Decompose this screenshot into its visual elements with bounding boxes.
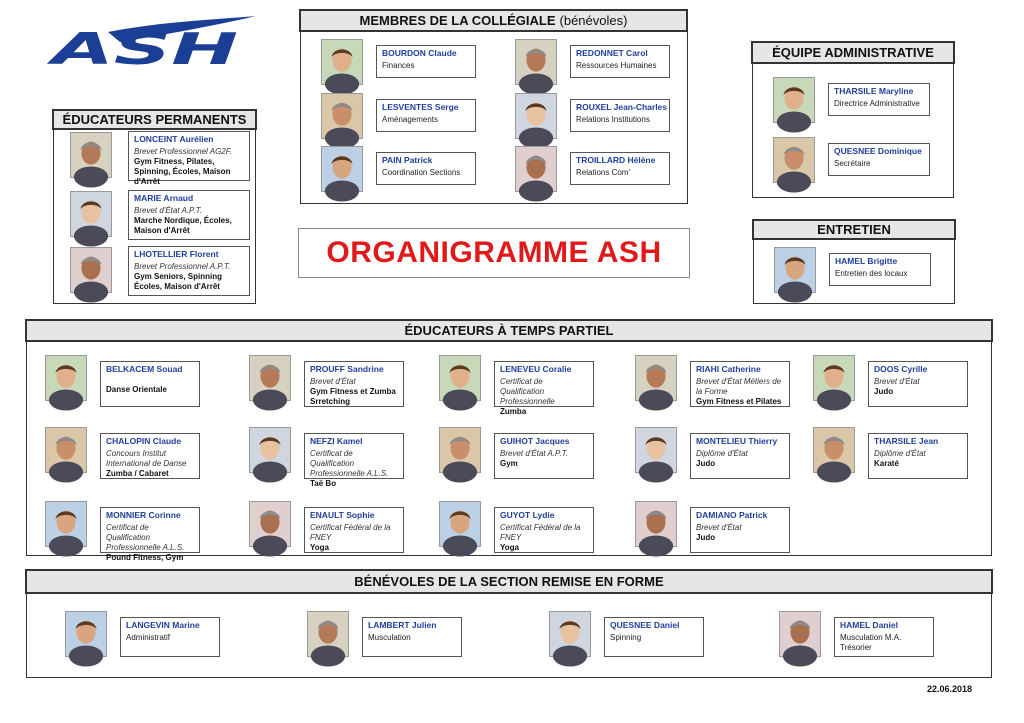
person-diploma: Brevet Professionnel AG2F. <box>134 147 232 156</box>
person-diploma: Certificat de Qualification Professionnelle <box>500 377 555 406</box>
person-name: PROUFF Sandrine <box>310 364 384 374</box>
person-name: MONNIER Corinne <box>106 510 181 520</box>
person-diploma: Brevet d'État A.P.T. <box>500 449 568 458</box>
person-role: Relations Com' <box>576 168 630 177</box>
main-title: ORGANIGRAMME ASH <box>298 228 690 278</box>
person-card <box>690 507 790 553</box>
person-card <box>868 361 968 407</box>
person-card <box>604 617 704 657</box>
person-card <box>128 131 250 186</box>
person-name: MONTELIEU Thierry <box>696 436 778 446</box>
person-photo <box>515 146 557 192</box>
person-discipline: Pound Fitness, Gym <box>106 553 184 562</box>
collegiale-title-text: MEMBRES DE LA COLLÉGIALE <box>359 13 556 28</box>
partiel-section <box>26 338 992 562</box>
person-photo <box>439 355 481 401</box>
entretien-title-text: ENTRETIEN <box>817 222 891 237</box>
person-photo <box>45 355 87 401</box>
person-name: DOOS Cyrille <box>874 364 928 374</box>
person-photo <box>773 137 815 183</box>
person-photo <box>45 427 87 473</box>
date-label: 22.06.2018 <box>926 684 972 694</box>
partiel-title <box>25 319 993 342</box>
person-name: REDONNET Carol <box>576 48 648 58</box>
person-discipline: Yoga <box>310 543 329 552</box>
person-name: LENEVEU Coralie <box>500 364 572 374</box>
person-role: Ressources Humaines <box>576 61 657 70</box>
person-name: ROUXEL Jean-Charles <box>576 102 668 112</box>
person-name: PAIN Patrick <box>382 155 433 165</box>
person-card <box>828 83 930 116</box>
person-card <box>362 617 462 657</box>
person-card <box>100 507 200 562</box>
person-discipline: Karaté <box>874 459 899 468</box>
person-photo <box>321 146 363 192</box>
person-discipline: Marche Nordique, Écoles, Maison d'Arrêt <box>134 216 232 235</box>
person-discipline: Gym Fitness et Zumba Srretching <box>310 387 396 406</box>
person-diploma: Brevet d'État A.P.T. <box>134 206 202 215</box>
person-card <box>834 617 934 657</box>
person-card <box>304 361 404 407</box>
person-discipline: Gym <box>500 459 518 468</box>
benevoles-title <box>25 569 993 594</box>
person-name: LESVENTES Serge <box>382 102 459 112</box>
person-diploma: Certificat de Qualification Professionnelle A.L.S. <box>310 449 389 478</box>
admin-title <box>751 41 955 64</box>
person-photo <box>773 77 815 123</box>
person-name: LAMBERT Julien <box>368 620 437 630</box>
person-discipline: Gym Fitness et Pilates <box>696 397 782 406</box>
person-discipline: Danse Orientale <box>106 385 167 394</box>
person-photo <box>249 427 291 473</box>
logo-text: ASH <box>46 24 238 75</box>
person-card <box>570 152 670 185</box>
person-card <box>494 361 594 416</box>
person-discipline: Gym Seniors, Spinning Écoles, Maison d'Arrêt <box>134 272 223 291</box>
person-photo <box>779 611 821 657</box>
person-photo <box>249 355 291 401</box>
ash-logo <box>46 12 258 75</box>
person-discipline: Zumba / Cabaret <box>106 469 169 478</box>
person-card <box>828 143 930 176</box>
person-name: BELKACEM Souad <box>106 364 183 374</box>
person-role: Directrice Administrative <box>834 99 920 108</box>
person-role: Secrétaire <box>834 159 871 168</box>
person-name: HAMEL Daniel <box>840 620 898 630</box>
person-diploma: Certificat de Qualification Professionnelle A.L.S. <box>106 523 185 552</box>
person-name: THARSILE Jean <box>874 436 939 446</box>
person-name: THARSILE Maryline <box>834 86 914 96</box>
person-card <box>100 433 200 479</box>
permanents-section <box>53 126 256 304</box>
entretien-section <box>753 236 955 304</box>
person-card <box>868 433 968 479</box>
person-role: Aménagements <box>382 115 439 124</box>
person-diploma: Concours Institut International de Danse <box>106 449 187 468</box>
person-diploma: Brevet d'État <box>696 523 742 532</box>
person-card <box>304 433 404 488</box>
person-card <box>494 433 594 479</box>
person-name: DAMIANO Patrick <box>696 510 768 520</box>
person-card <box>690 433 790 479</box>
person-name: QUESNEE Daniel <box>610 620 680 630</box>
person-card <box>570 45 670 78</box>
person-card <box>829 253 931 286</box>
person-diploma: Certificat Fédéral de la FNEY <box>310 523 391 542</box>
person-discipline: Judo <box>874 387 894 396</box>
person-photo <box>515 93 557 139</box>
person-photo <box>321 93 363 139</box>
person-photo <box>65 611 107 657</box>
person-card <box>494 507 594 553</box>
person-name: NEFZI Kamel <box>310 436 363 446</box>
person-card <box>128 190 250 240</box>
person-diploma: Diplôme d'État <box>874 449 926 458</box>
person-name: BOURDON Claude <box>382 48 457 58</box>
person-photo <box>307 611 349 657</box>
person-role: Spinning <box>610 633 642 642</box>
person-diploma: Brevet Professionnel A.P.T. <box>134 262 231 271</box>
person-photo <box>70 191 112 237</box>
admin-title-text: ÉQUIPE ADMINISTRATIVE <box>772 45 934 60</box>
person-photo <box>45 501 87 547</box>
collegiale-section <box>300 30 688 204</box>
person-diploma: Brevet d'État Métiers de la Forme <box>696 377 782 396</box>
person-name: GUYOT Lydie <box>500 510 555 520</box>
person-role: Administratif <box>126 633 171 642</box>
person-card <box>304 507 404 553</box>
person-name: MARIE Arnaud <box>134 193 194 203</box>
person-card <box>376 99 476 132</box>
collegiale-subtitle: (bénévoles) <box>559 13 628 28</box>
person-photo <box>249 501 291 547</box>
permanents-title-text: ÉDUCATEURS PERMANENTS <box>62 112 247 127</box>
person-role: Musculation <box>368 633 411 642</box>
person-photo <box>635 355 677 401</box>
person-role: Relations Institutions <box>576 115 650 124</box>
person-discipline: Taë Bo <box>310 479 337 488</box>
person-role: Coordination Sections <box>382 168 461 177</box>
person-diploma: Brevet d'État <box>874 377 920 386</box>
person-discipline: Judo <box>696 533 716 542</box>
collegiale-title <box>299 9 688 32</box>
person-discipline: Gym Fitness, Pilates, Spinning, Écoles, Maison d'Arrêt <box>134 157 231 186</box>
person-role: Entretien des locaux <box>835 269 908 278</box>
entretien-title <box>752 219 956 240</box>
person-photo <box>70 247 112 293</box>
person-card <box>128 246 250 296</box>
person-diploma: Brevet d'État <box>310 377 356 386</box>
admin-section <box>752 62 954 198</box>
person-photo <box>813 355 855 401</box>
permanents-title <box>52 109 257 130</box>
person-photo <box>635 427 677 473</box>
person-role: Musculation M.A. Trésorier <box>840 633 902 652</box>
person-photo <box>813 427 855 473</box>
benevoles-title-text: BÉNÉVOLES DE LA SECTION REMISE EN FORME <box>354 574 664 589</box>
person-card <box>570 99 670 132</box>
person-discipline: Yoga <box>500 543 519 552</box>
person-card <box>120 617 220 657</box>
person-card <box>376 152 476 185</box>
person-role: Finances <box>382 61 415 70</box>
person-name: LHOTELLIER Florent <box>134 249 219 259</box>
person-name: CHALOPIN Claude <box>106 436 182 446</box>
person-diploma: Certificat Fédéral de la FNEY <box>500 523 581 542</box>
person-photo <box>439 501 481 547</box>
person-name: QUESNEE Dominique <box>834 146 922 156</box>
person-name: TROILLARD Hélène <box>576 155 656 165</box>
person-discipline: Judo <box>696 459 716 468</box>
person-name: LANGEVIN Marine <box>126 620 200 630</box>
person-name: RIAHI Catherine <box>696 364 761 374</box>
person-card <box>100 361 200 407</box>
card-spacer <box>106 377 194 385</box>
person-discipline: Zumba <box>500 407 527 416</box>
person-photo <box>321 39 363 85</box>
person-diploma: Diplôme d'État <box>696 449 748 458</box>
person-name: HAMEL Brigitte <box>835 256 898 266</box>
person-photo <box>549 611 591 657</box>
person-photo <box>515 39 557 85</box>
person-photo <box>439 427 481 473</box>
person-card <box>376 45 476 78</box>
person-photo <box>70 132 112 178</box>
person-name: LONCEINT Aurélien <box>134 134 214 144</box>
person-name: ENAULT Sophie <box>310 510 375 520</box>
person-photo <box>774 247 816 293</box>
partiel-title-text: ÉDUCATEURS À TEMPS PARTIEL <box>404 323 614 338</box>
person-name: GUIHOT Jacques <box>500 436 570 446</box>
person-card <box>690 361 790 407</box>
benevoles-section <box>26 592 992 678</box>
person-photo <box>635 501 677 547</box>
